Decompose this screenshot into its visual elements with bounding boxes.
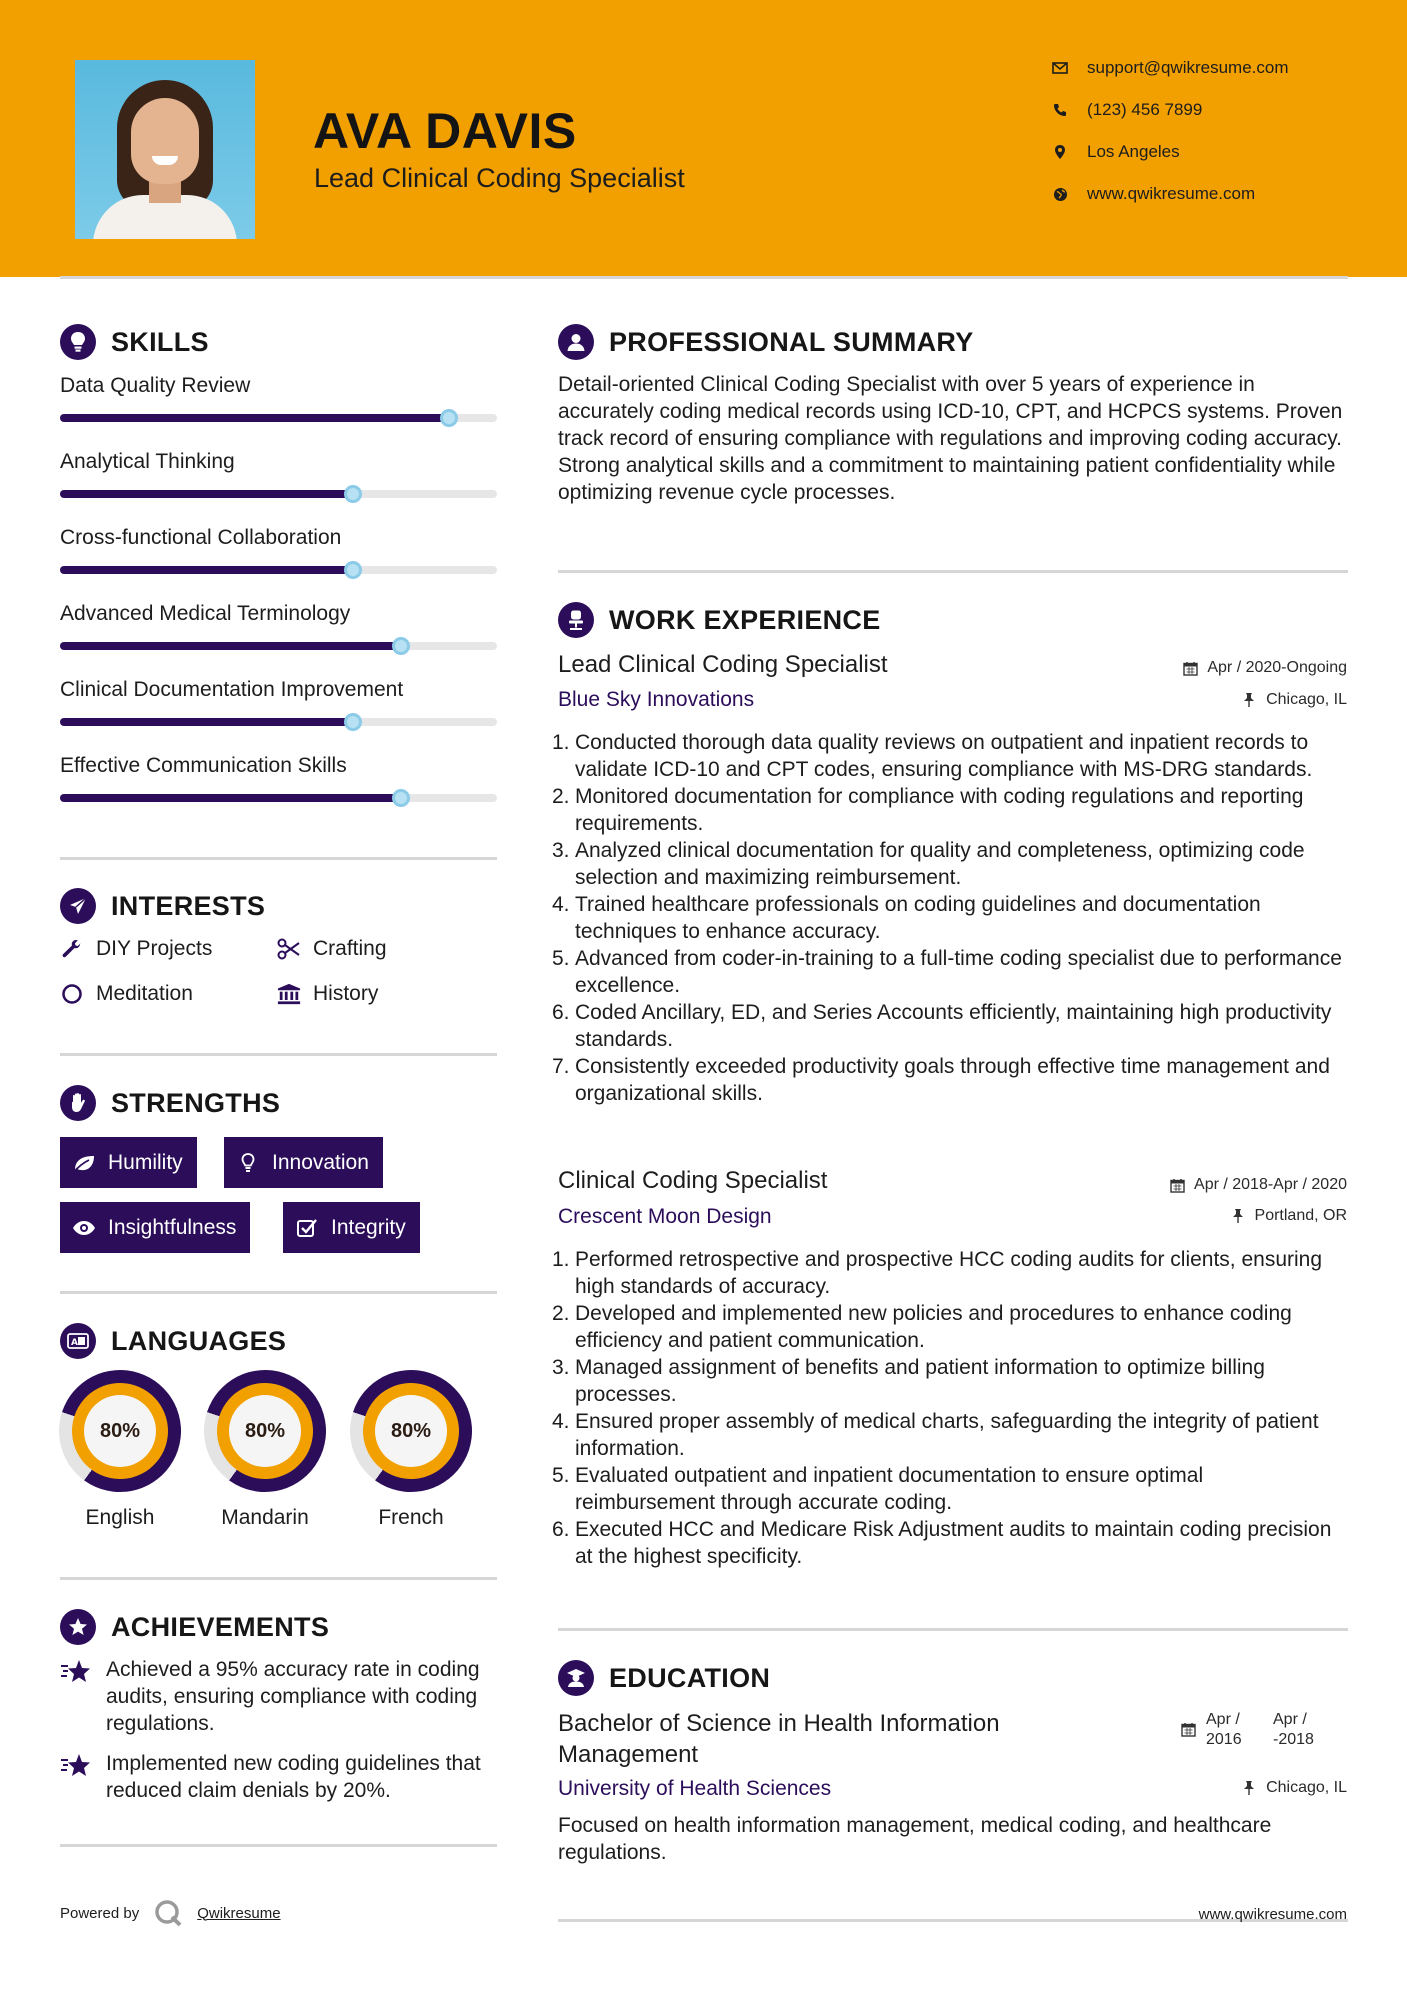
skill-label: Data Quality Review: [60, 374, 251, 397]
contact-location: Los Angeles: [1050, 142, 1180, 162]
summary-text: Detail-oriented Clinical Coding Specialist with over 5 years of experience in accurately coding medical records using ICD-10, CPT, and HCPCS systems. Proven track record of ensuring compliance with regulations and improving coding accuracy. Strong analytical skills and a commitment to maintaining patient confidentiality while optimizing revenue cycle processes.: [558, 373, 1343, 504]
skill-bar: [60, 642, 497, 650]
job-bullet: 5. Advanced from coder-in-training to a full-time coding specialist due to performance excellence.: [552, 947, 1342, 997]
calendar-icon: [1181, 659, 1199, 677]
interest-item: Crafting: [277, 937, 387, 961]
school-name: University of Health Sciences: [558, 1777, 832, 1800]
education-heading: EDUCATION: [558, 1660, 770, 1696]
header-divider: [60, 276, 1348, 279]
language-item: [204, 1370, 326, 1530]
skill-label: Analytical Thinking: [60, 450, 235, 473]
museum-icon: [277, 982, 301, 1006]
hand-icon: [60, 1085, 96, 1121]
job-location: Chicago, IL: [1240, 691, 1347, 709]
job-bullets: [552, 1246, 1348, 1570]
language-name: French: [378, 1506, 444, 1529]
language-percent: 80%: [84, 1395, 156, 1467]
job-title: Clinical Coding Specialist: [558, 1167, 828, 1194]
profile-photo: [75, 60, 255, 239]
strength-badge: Humility: [60, 1137, 197, 1188]
qwikresume-link[interactable]: Qwikresume: [197, 1904, 281, 1922]
star-icon: [60, 1658, 92, 1688]
language-name: English: [85, 1506, 155, 1529]
language-icon: [60, 1323, 96, 1359]
job-bullet: 2. Monitored documentation for compliance with coding regulations and reporting requirements.: [552, 785, 1304, 835]
envelope-icon: [1050, 58, 1070, 78]
globe-icon: [1050, 184, 1070, 204]
graduate-icon: [558, 1660, 594, 1696]
divider: [558, 1628, 1348, 1631]
scissors-icon: [277, 937, 301, 961]
achievements-heading: ACHIEVEMENTS: [60, 1609, 329, 1645]
user-icon: [558, 324, 594, 360]
candidate-role: Lead Clinical Coding Specialist: [314, 163, 685, 193]
contact-website[interactable]: www.qwikresume.com: [1050, 184, 1255, 204]
job-bullet: 1. Performed retrospective and prospective HCC coding audits for clients, ensuring high standards of accuracy.: [552, 1248, 1323, 1298]
calendar-icon: [1181, 1722, 1199, 1740]
leaf-icon: [72, 1151, 96, 1175]
achievement-item: Implemented new coding guidelines that reduced claim denials by 20%.: [60, 1750, 500, 1804]
contact-email[interactable]: support@qwikresume.com: [1050, 58, 1289, 78]
divider: [60, 857, 497, 860]
achievement-item: Achieved a 95% accuracy rate in coding audits, ensuring compliance with coding regulations.: [60, 1656, 500, 1737]
languages-heading: A LANGUAGES: [60, 1323, 286, 1359]
footer-powered-by: Powered by Qwikresume: [60, 1898, 281, 1928]
divider: [60, 1577, 497, 1580]
contact-phone[interactable]: (123) 456 7899: [1050, 100, 1202, 120]
divider: [558, 570, 1348, 573]
divider: [60, 1844, 497, 1847]
office-chair-icon: [558, 602, 594, 638]
job-date: Apr / 2020-Ongoing: [1181, 659, 1347, 677]
skill-bar-fill: [60, 566, 353, 574]
strengths-heading: STRENGTHS: [60, 1085, 280, 1121]
education-description: Focused on health information management, medical coding, and healthcare regulations.: [558, 1814, 1272, 1864]
qwikresume-logo-icon: [153, 1898, 183, 1928]
calendar-icon: [1168, 1176, 1186, 1194]
circle-icon: [60, 982, 84, 1006]
skill-level-knob: [344, 561, 362, 579]
interest-item: Meditation: [60, 982, 193, 1006]
lightbulb-icon: [60, 324, 96, 360]
job-bullet: 4. Trained healthcare professionals on coding guidelines and documentation techniques to enhance accuracy.: [552, 893, 1261, 943]
phone-icon: [1050, 100, 1070, 120]
strength-badge: Integrity: [283, 1202, 420, 1253]
job-bullet: 3. Managed assignment of benefits and patient information to optimize billing processes.: [552, 1356, 1265, 1406]
skill-level-knob: [344, 713, 362, 731]
language-level-ring: [43, 1354, 197, 1508]
job-date: Apr / 2018-Apr / 2020: [1168, 1176, 1347, 1194]
education-location: Chicago, IL: [1240, 1779, 1347, 1797]
language-percent: 80%: [229, 1395, 301, 1467]
language-item: [59, 1370, 181, 1530]
skill-level-knob: [440, 409, 458, 427]
job-bullet: 1. Conducted thorough data quality reviews on outpatient and inpatient records to validate ICD-10 and CPT codes, ensuring compliance with MS-DRG standards.: [552, 731, 1313, 781]
job-bullet: 5. Evaluated outpatient and inpatient documentation to ensure optimal reimbursement through accurate coding.: [552, 1464, 1204, 1514]
skill-bar-fill: [60, 718, 353, 726]
skill-label: Effective Communication Skills: [60, 754, 347, 777]
language-item: [350, 1370, 472, 1530]
star-badge-icon: [60, 1609, 96, 1645]
lightbulb-icon: [236, 1151, 260, 1175]
skill-bar: [60, 414, 497, 422]
job-bullet: 7. Consistently exceeded productivity goals through effective time management and organizational skills.: [552, 1055, 1330, 1105]
divider: [60, 1291, 497, 1294]
skill-bar-fill: [60, 794, 401, 802]
job-bullet: 3. Analyzed clinical documentation for quality and completeness, optimizing code selection and maximizing reimbursement.: [552, 839, 1305, 889]
skill-level-knob: [392, 789, 410, 807]
skill-bar: [60, 718, 497, 726]
language-name: Mandarin: [221, 1506, 309, 1529]
interest-item: History: [277, 982, 378, 1006]
skill-bar: [60, 566, 497, 574]
summary-heading: PROFESSIONAL SUMMARY: [558, 324, 974, 360]
skill-bar-fill: [60, 642, 401, 650]
interests-heading: INTERESTS: [60, 888, 265, 924]
degree-title: Bachelor of Science in Health Information Management: [558, 1710, 1000, 1768]
skill-level-knob: [392, 637, 410, 655]
skill-bar: [60, 490, 497, 498]
eye-icon: [72, 1216, 96, 1240]
map-pin-icon: [1050, 142, 1070, 162]
footer-url[interactable]: www.qwikresume.com: [1198, 1906, 1347, 1923]
language-percent: 80%: [375, 1395, 447, 1467]
pushpin-icon: [1240, 1779, 1258, 1797]
job-location: Portland, OR: [1229, 1207, 1347, 1225]
language-level-ring: [334, 1354, 488, 1508]
skill-bar: [60, 794, 497, 802]
candidate-name: AVA DAVIS: [313, 103, 577, 159]
strength-badge: Insightfulness: [60, 1202, 250, 1253]
skill-level-knob: [344, 485, 362, 503]
skills-heading: SKILLS: [60, 324, 209, 360]
job-bullet: 4. Ensured proper assembly of medical charts, safeguarding the integrity of patient information.: [552, 1410, 1319, 1460]
resume-header: [0, 0, 1407, 277]
experience-heading: WORK EXPERIENCE: [558, 602, 881, 638]
skill-label: Advanced Medical Terminology: [60, 602, 351, 625]
education-end-date: Apr / -2018: [1273, 1711, 1314, 1748]
pushpin-icon: [1240, 691, 1258, 709]
job-bullet: 2. Developed and implemented new policies and procedures to enhance coding efficiency and patient communication.: [552, 1302, 1292, 1352]
language-level-ring: [188, 1354, 342, 1508]
job-title: Lead Clinical Coding Specialist: [558, 651, 888, 678]
skill-bar-fill: [60, 414, 449, 422]
strength-badge: Innovation: [224, 1137, 383, 1188]
company-name: Blue Sky Innovations: [558, 688, 755, 711]
company-name: Crescent Moon Design: [558, 1205, 772, 1228]
check-square-icon: [295, 1216, 319, 1240]
education-start-date: Apr / 2016: [1206, 1711, 1242, 1748]
pushpin-icon: [1229, 1207, 1247, 1225]
wrench-icon: [60, 937, 84, 961]
paper-plane-icon: [60, 888, 96, 924]
interest-item: DIY Projects: [60, 937, 212, 961]
skill-bar-fill: [60, 490, 353, 498]
job-bullets: [552, 729, 1348, 1107]
star-icon: [60, 1752, 92, 1782]
skill-label: Cross-functional Collaboration: [60, 526, 342, 549]
skill-label: Clinical Documentation Improvement: [60, 678, 404, 701]
svg-text:A: A: [71, 1338, 79, 1348]
job-bullet: 6. Coded Ancillary, ED, and Series Accounts efficiently, maintaining high productivity standards.: [552, 1001, 1332, 1051]
job-bullet: 6. Executed HCC and Medicare Risk Adjustment audits to maintain coding precision at the highest specificity.: [552, 1518, 1332, 1568]
divider: [60, 1053, 497, 1056]
